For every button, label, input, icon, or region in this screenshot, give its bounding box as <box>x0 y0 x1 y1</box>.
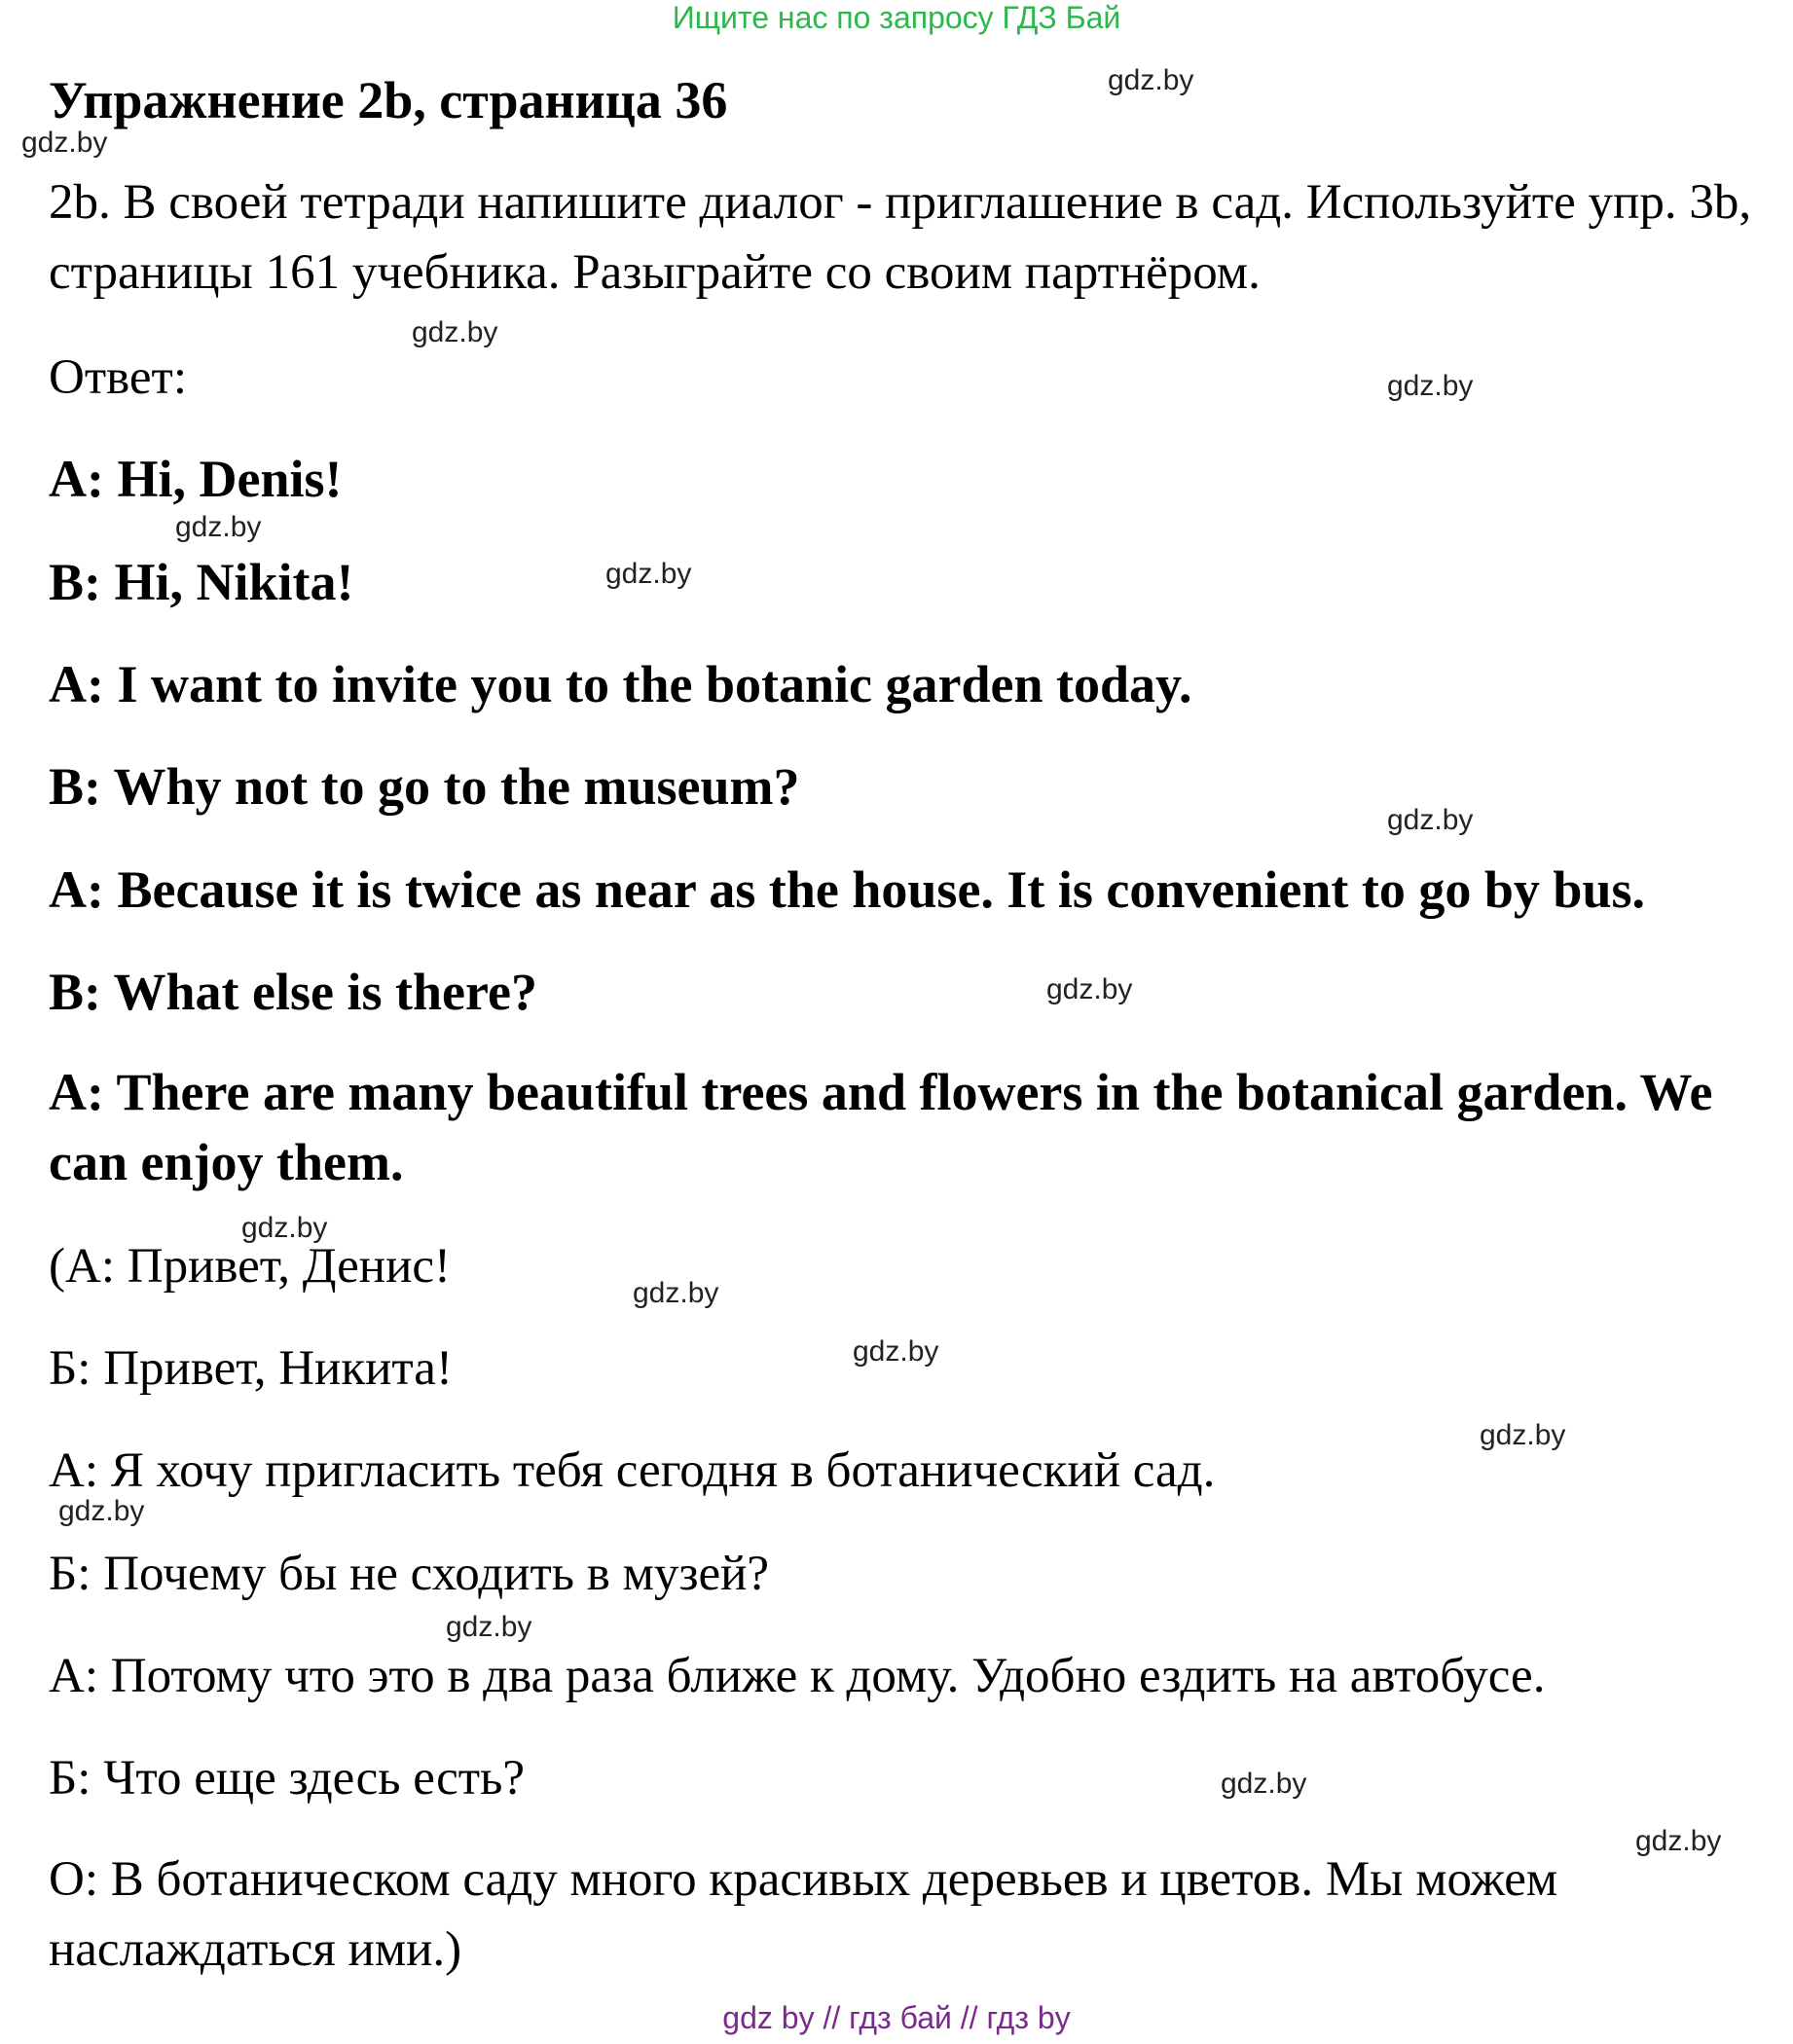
dialog-en-line: A: There are many beautiful trees and flowers in the botanical garden. We can enjoy them. <box>49 1063 1713 1191</box>
watermark: gdz.by <box>175 511 262 543</box>
dialog-en-line: A: Because it is twice as near as the house. It is convenient to go by bus. <box>49 860 1646 919</box>
dialog-ru-line: (А: Привет, Денис! <box>49 1239 451 1294</box>
watermark: gdz.by <box>446 1611 532 1643</box>
footer-links: gdz by // гдз бай // гдз by <box>722 2000 1071 2035</box>
dialog-ru-line: А: Я хочу пригласить тебя сегодня в ботанический сад. <box>49 1443 1216 1498</box>
watermark: gdz.by <box>58 1495 145 1527</box>
task-text: 2b. В своей тетради напишите диалог - приглашение в сад. Используйте упр. 3b, страницы 161 учебника. Разыграйте со своим партнёром. <box>49 175 1752 300</box>
dialog-ru-line: А: Потому что это в два раза ближе к дому. Удобно ездить на автобусе. <box>49 1649 1546 1703</box>
watermark: gdz.by <box>853 1335 939 1368</box>
watermark: gdz.by <box>1221 1768 1307 1800</box>
dialog-en-line: A: I want to invite you to the botanic garden today. <box>49 655 1192 713</box>
watermark: gdz.by <box>412 316 498 348</box>
watermark: gdz.by <box>1387 804 1474 836</box>
watermark: gdz.by <box>1480 1419 1566 1451</box>
watermark: gdz.by <box>1387 370 1474 402</box>
dialog-en-line: B: Why not to go to the museum? <box>49 757 800 816</box>
watermark: gdz.by <box>1046 973 1133 1005</box>
watermark: gdz.by <box>633 1277 719 1309</box>
dialog-en-line: B: What else is there? <box>49 963 537 1021</box>
dialog-en-line: A: Hi, Denis! <box>49 450 343 508</box>
watermark: gdz.by <box>21 127 108 159</box>
dialog-ru-line: Б: Почему бы не сходить в музей? <box>49 1547 770 1601</box>
dialog-en-line: B: Hi, Nikita! <box>49 553 354 611</box>
watermark: gdz.by <box>1108 64 1194 96</box>
dialog-ru-line: О: В ботаническом саду много красивых деревьев и цветов. Мы можем наслаждаться ими.) <box>49 1852 1558 1977</box>
search-banner: Ищите нас по запросу ГДЗ Бай <box>672 0 1121 35</box>
page-title: Упражнение 2b, страница 36 <box>49 71 728 129</box>
dialog-ru-line: Б: Что еще здесь есть? <box>49 1751 525 1806</box>
dialog-ru-line: Б: Привет, Никита! <box>49 1341 453 1396</box>
watermark: gdz.by <box>241 1212 328 1244</box>
watermark: gdz.by <box>1635 1825 1722 1857</box>
watermark: gdz.by <box>605 558 692 590</box>
answer-label: Ответ: <box>49 350 187 405</box>
